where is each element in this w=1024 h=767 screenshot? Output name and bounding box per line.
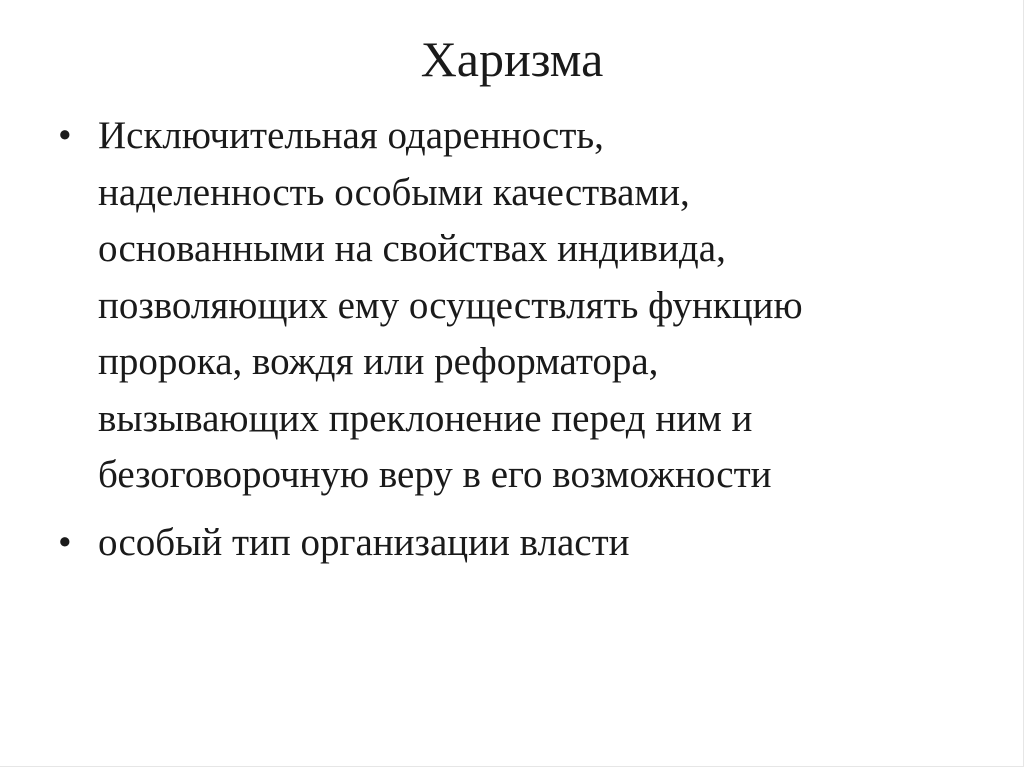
bullet-text-line: безоговорочную веру в его возможности [98, 453, 772, 496]
bullet-list [58, 108, 978, 582]
bullet-text-line: вызывающих преклонение перед ним и [98, 396, 753, 440]
bullet-item [58, 515, 978, 572]
bullet-text-line: Исключительная одаренность, [98, 114, 604, 157]
bullet-text-line: особый тип организации власти [98, 520, 630, 564]
bullet-text-line: пророка, вождя или реформатора, [98, 340, 659, 383]
bullet-text-line: основанными на свойствах индивида, [98, 227, 726, 270]
bullet-icon: • [58, 114, 72, 157]
bullet-item [58, 108, 978, 504]
bullet-icon: • [58, 520, 72, 564]
bullet-text-line: наделенность особыми качествами, [98, 170, 690, 214]
bullet-text-line: позволяющих ему осуществлять функцию [98, 283, 803, 327]
slide-title: Харизма [420, 31, 604, 87]
